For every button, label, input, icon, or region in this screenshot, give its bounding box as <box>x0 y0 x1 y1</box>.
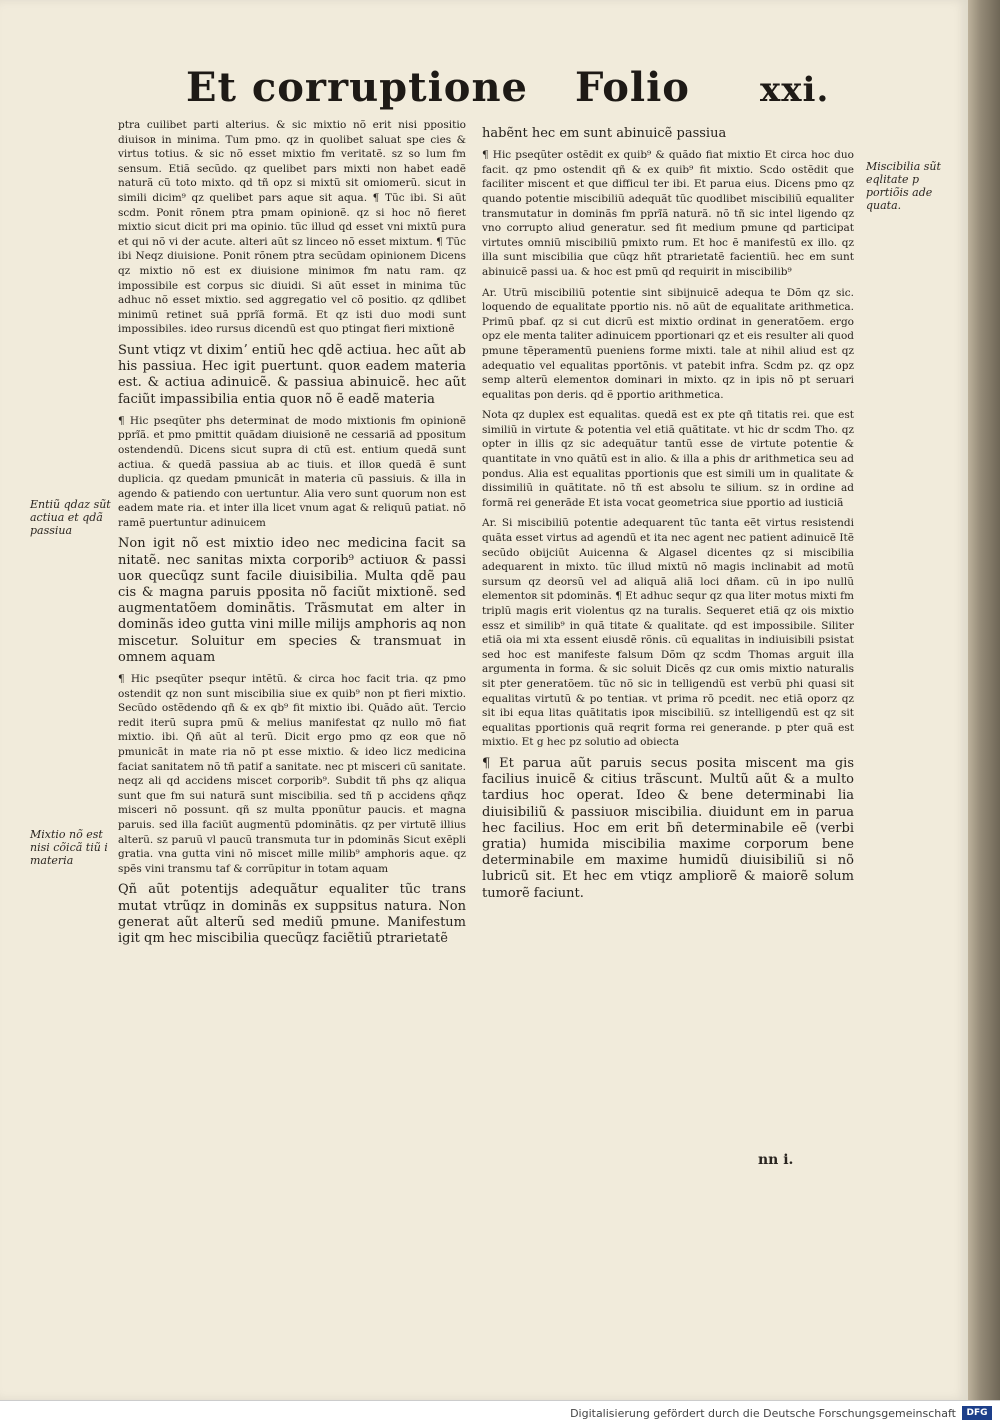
aristotle-text: habẽnt hec em sunt abinuicẽ passiua <box>482 126 727 141</box>
right-column <box>482 126 854 1166</box>
left-column <box>118 118 466 1158</box>
commentary-paragraph: ptra cuilibet parti alterius. & sic mixtio nõ erit nisi ppositio diuisoʀ in minima. Tum pmo. qz in quolibet saluat spe cies & virtus totius. & sic nõ esset mixtio fm veritatẽ. sz so lum fm sensum. Etiã secũdo. qz quelibet pars mixti non habet eadẽ naturã cũ toto mixto. qd tñ opz si mixtũ sit omiomerũ. sicut in simili dicim⁹ qz quelibet pars aque sit aqua. ¶ Tũc ibi. Si aũt scdm. Ponit rõnem ptra pmam opinionẽ. qz si hoc nõ fieret mixtio sicut dicit pri ma opinio. tũc illud qd esset vni mixtũ pura et qui nõ vi der acute. alteri aũt sz linceo nõ esset mixtum. ¶ Tũc ibi Neqz diuisione. Ponit rõnem ptra secũdam opinionem Dicens qz mixtio nõ est ex diuisione minimoʀ fm natu ram. qz impossibile est corpus sic diuidi. Si aũt esset in minima tũc adhuc nõ esset mixtio. sed aggregatio vel cõ positio. qz qdlibet minimũ retinet suã pprĩã formã. Et qz isti duo modi sunt impossibiles. ideo rursus dicendũ est quo ptingat fieri mixtionẽ <box>118 119 466 336</box>
commentary-paragraph: ¶ Hic pseqũter phs determinat de modo mixtionis fm opinionẽ pprĩã. et pmo pmittit quãdam diuisionẽ ne cessariã ad ppositum ostendendũ. Dicens sicut supra di ctũ est. entium quedã sunt actiua. & quedã passiua ab ac tiuis. et illoʀ quedã ẽ sunt duplicia. qz quedam pmunicãt in materia cũ passiuis. & illa in agendo & patiendo con uertuntur. Alia vero sunt quorum non est eadem mate ria. et inter illa licet vnum agat & reliquũ patiat. nõ ramẽ puertuntur adinuicem <box>118 414 466 529</box>
quaestio-paragraph: Ar. Utrũ miscibiliũ potentie sint sibijnuicẽ adequa te Dõm qz sic. loquendo de equalitate pportio nis. nõ aũt de equalitate arithmetica. Primũ pbaf. qz si cut dicrũ est mixtio ordinat in generatõem. ergo opz ele menta taliter adinuicem pportionari qz et eis resulter ali quod pmune tẽperamentũ pueniens forme mixti. tale at nihil aliud est qz adequatio vel equalitas pportõnis. vt patebit infra. Scdm pz. qz opz semp alterũ elementoʀ dominari in mixto. qz in ipis nõ pt seruari equalitas pon deris. qd ẽ pportio arithmetica. <box>482 286 854 401</box>
nota-paragraph: Nota qz duplex est equalitas. quedã est ex pte qñ titatis rei. que est similiũ in virtute & potentia vel etiã quãtitate. vt hic dr scdm Tho. qz opter in illis qz sic adequãtur tantũ esse de virtute potentie & quantitate in vno quãtũ est in alio. & illa a phis dr arithmetica seu ad pondus. Alia est equalitas pportionis que est simili um in qualitate & dissimiliũ in quãtitate. nõ tñ est absolu te silium. sz in ordine ad formã rei generãde Et ista vocat geometrica siue pportio ad iusticiã <box>482 409 854 509</box>
signature-mark: nn i. <box>758 1152 794 1168</box>
folio-label: Folio <box>575 64 690 111</box>
margin-gloss: Mixtio nõ est nisi cõicã tiũ i materia <box>30 828 108 867</box>
commentary-paragraph: ¶ Hic pseqũter ostẽdit ex quib⁹ & quãdo fiat mixtio Et circa hoc duo facit. qz pmo ostendit qñ & ex quib⁹ fit mixtio. Scdo ostẽdit que faciliter miscent et que difficul ter ibi. Et parua eius. Dicens pmo qz quando potentie miscibiliũ adequãt tũc quodlibet miscibiliũ equaliter transmutatur in dominãs fm pprĩã naturã. nõ tñ sic intel ligendo qz vno corrupto aliud generatur. sed fit medium pmune qd participat virtutes omniũ miscibiliũ pmixto rum. Et hoc ẽ manifestũ ex illo. qz illa sunt miscibilia que cũqz hñt ptrarietatẽ facientiũ. hec em sunt abinuicẽ passi ua. & hoc est pmũ qd requirit in miscibilib⁹ <box>482 149 854 278</box>
commentary-paragraph: ¶ Hic pseqũter psequr intẽtũ. & circa hoc facit tria. qz pmo ostendit qz non sunt miscibilia siue ex quib⁹ non pt fieri mixtio. Secũdo ostẽdendo qñ & ex qb⁹ fit mixtio ibi. Quãdo aũt. Tercio redit iterũ supra pmũ & melius manifestat qz nullo mõ fiat mixtio. ibi. Qñ aũt al terũ. Dicit ergo pmo qz eoʀ que nõ pmunicãt in mate ria nõ pt esse mixtio. & ideo licz medicina faciat sanitatem nõ tñ patif a sanitate. nec pt misceri cũ sanitate. neqz ali qd accidens miscet corporib⁹. Subdit tñ phs qz aliqua sunt que fm sui naturã sunt miscibilia. sed tñ p accidens qñqz misceri nõ possunt. qñ sz multa pponũtur paucis. et magna paruis. sed illa faciũt augmentũ pdominãtis. qz per virtutẽ illius alterũ. sz paruũ vl paucũ transmuta tur in pdominãs Sicut exẽpli gratia. vna gutta vini nõ miscet mille milib⁹ amphoris aque. qz spẽs vini transmu taf & corrũpitur in totam aquam <box>118 673 466 875</box>
aristotle-text: Non igit nõ est mixtio ideo nec medicina facit sa nitatẽ. nec sanitas mixta corporib⁹ actiuoʀ & passi uoʀ quecũqz sunt facile diuisibilia. Multa qdẽ pau cis & magna paruis pposita nõ faciũt mixtionẽ. sed augmentatõem dominãtis. Trãsmutat em alter in dominãs ideo gutta vini mille milijs amphoris aq non miscetur. Soluitur em species & transmuat in omnem aquam <box>118 536 466 665</box>
quaestio-paragraph: Ar. Si miscibiliũ potentie adequarent tũc tanta eẽt virtus resistendi quãta esset virtus ad agendũ et ita nec agent nec patient adinuicẽ Itẽ secũdo obijciũt Auicenna & Algasel dicentes qz si miscibilia adequarent in mixto. tũc illud mixtũ nõ magis inclinabit ad motũ sursum qz deorsũ vel ad aliquã aliã loci dñam. cũ in ipo nullũ elementoʀ sit pdominãs. ¶ Et adhuc sequr qz qua liter motus mixti fm triplũ magis erit violentus qz na turalis. Sequeret etiã qz ois mixtio essz et similib⁹ in quã titate & qualitate. qd est impossibile. Siliter etiã oia mi xta essent eiusdẽ rõnis. cũ equalitas in indiuisibili psistat sed hoc est manifeste falsum Dõm qz scdm Thomas arguit illa argumenta in forma. & sic soluit Dicẽs qz cuʀ omis mixtio naturalis sit pter generatõem. tũc nõ sic in telligendũ est verbũ phi quasi sit equalitas virtutũ & po tentiaʀ. vt prima rõ pcedit. nec etiã oporz qz sit ibi equa litas quãtitatis ipoʀ miscibiliũ. sz intelligendũ est qz sit equalitas pportionis quã reqrit forma rei generande. p pter quã est mixtio. Et g hec pz solutio ad obiecta <box>482 517 854 749</box>
aristotle-text: Sunt vtiqz vt diximʼ entiũ hec qdẽ actiua. hec aũt ab his passiua. Hec igit puertunt. quoʀ eadem materia est. & actiua adinuicẽ. & passiua abinuicẽ. hec aũt faciũt impassibilia entia quoʀ nõ ẽ eadẽ materia <box>118 342 466 407</box>
margin-gloss: Miscibilia sũt eqlitate p portiõis ade quata. <box>866 160 941 212</box>
footer-credit: Digitalisierung gefördert durch die Deutsche Forschungsgemeinschaft <box>570 1407 956 1420</box>
dfg-logo-icon: DFG <box>962 1406 992 1420</box>
page-edge <box>968 0 1000 1400</box>
footer-bar <box>0 1400 1000 1426</box>
margin-gloss: Entiũ qdaz sũt actiua et qdã passiua <box>30 498 111 537</box>
aristotle-text: ¶ Et parua aũt paruis secus posita miscent ma gis facilius inuicẽ & citius trãscunt. Multũ aũt & a multo tardius hoc operat. Ideo & bene determinabi lia diuisibiliũ & passiuoʀ miscibilia. diuidunt em in parua hec facilius. Hoc em erit bñ determinabile eẽ (verbi gratia) humida miscibilia maxime corporum bene determinabile em maxime humidũ diuisibiliũ si nõ lubricũ sit. Et hec em vtiqz ampliorẽ & maiorẽ solum tumorẽ faciunt. <box>482 755 854 901</box>
running-head: Et corruptione <box>186 64 529 111</box>
aristotle-text: Qñ aũt potentijs adequãtur equaliter tũc trans mutat vtrũqz in dominãs ex suppsitus natura. Non generat aũt alterũ sed mediũ pmune. Manifestum igit qm hec miscibilia quecũqz faciẽtiũ ptrarietatẽ <box>118 882 466 947</box>
folio-number: xxi. <box>760 70 830 110</box>
